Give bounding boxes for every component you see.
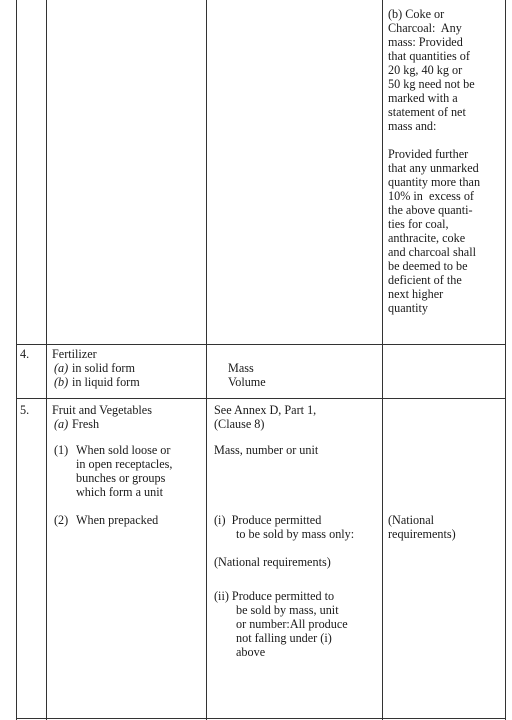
- coke-line-5: 20 kg, 40 kg or: [388, 63, 463, 77]
- sub-item-2-text: When prepacked: [76, 513, 159, 527]
- annex-reference-1: See Annex D, Part 1,: [214, 403, 317, 417]
- produce-i-line-2: to be sold by mass only:: [236, 527, 355, 541]
- annex-reference-2: (Clause 8): [214, 417, 265, 431]
- produce-ii-line-2: be sold by mass, unit: [236, 603, 339, 617]
- proviso-line-8: and charcoal shall: [388, 245, 476, 259]
- table-divider-1: [46, 0, 47, 720]
- coke-line-6: 50 kg need not be: [388, 77, 475, 91]
- coke-line-4: that quantities of: [388, 49, 470, 63]
- table-border-right: [505, 0, 506, 720]
- item-b-label: (b): [54, 375, 69, 389]
- table-border-bottom: [16, 718, 506, 719]
- item-a-label: (a): [54, 417, 69, 431]
- coke-line-1: (b) Coke or: [388, 7, 445, 21]
- proviso-line-9: be deemed to be: [388, 259, 468, 273]
- proviso-line-5: the above quanti-: [388, 203, 473, 217]
- national-requirements-col4-2: requirements): [388, 527, 456, 541]
- table-divider-3: [382, 0, 383, 720]
- item-a-text: Fresh: [72, 417, 100, 431]
- table-border-left: [16, 0, 17, 720]
- proviso-line-1: Provided further: [388, 147, 469, 161]
- row-separator-4-5: [16, 398, 506, 399]
- item-a-label: (a): [54, 361, 69, 375]
- sub-item-1-line-3: bunches or groups: [76, 471, 166, 485]
- proviso-line-7: anthracite, coke: [388, 231, 466, 245]
- proviso-line-10: deficient of the: [388, 273, 462, 287]
- sub-item-1-line-2: in open receptacles,: [76, 457, 173, 471]
- proviso-line-11: next higher: [388, 287, 444, 301]
- table-divider-2: [206, 0, 207, 720]
- national-requirements-col3: (National requirements): [214, 555, 331, 569]
- sub-item-1-line-1: When sold loose or: [76, 443, 171, 457]
- proviso-line-12: quantity: [388, 301, 428, 315]
- item-a-text: in solid form: [72, 361, 135, 375]
- coke-line-8: statement of net: [388, 105, 466, 119]
- row-number: 5.: [20, 403, 30, 417]
- commodity-title: Fruit and Vegetables: [52, 403, 152, 417]
- proviso-line-6: ties for coal,: [388, 217, 449, 231]
- unit-mass: Mass: [228, 361, 254, 375]
- sub-item-1-number: (1): [54, 443, 69, 457]
- produce-ii-line-5: above: [236, 645, 266, 659]
- commodity-title: Fertilizer: [52, 347, 97, 361]
- row-separator-3-4: [16, 344, 506, 345]
- proviso-line-3: quantity more than: [388, 175, 481, 189]
- unit-volume: Volume: [228, 375, 266, 389]
- produce-ii-line-4: not falling under (i): [236, 631, 332, 645]
- sub-item-2-number: (2): [54, 513, 69, 527]
- produce-ii-line-1: (ii) Produce permitted to: [214, 589, 335, 603]
- sub-item-1-line-4: which form a unit: [76, 485, 163, 499]
- coke-line-7: marked with a: [388, 91, 458, 105]
- coke-line-3: mass: Provided: [388, 35, 463, 49]
- proviso-line-4: 10% in excess of: [388, 189, 474, 203]
- sub-item-1-unit: Mass, number or unit: [214, 443, 319, 457]
- item-b-text: in liquid form: [72, 375, 140, 389]
- row-number: 4.: [20, 347, 30, 361]
- national-requirements-col4-1: (National: [388, 513, 435, 527]
- coke-line-2: Charcoal: Any: [388, 21, 462, 35]
- produce-i-line-1: (i) Produce permitted: [214, 513, 322, 527]
- proviso-line-2: that any unmarked: [388, 161, 479, 175]
- produce-ii-line-3: or number:All produce: [236, 617, 348, 631]
- coke-line-9: mass and:: [388, 119, 437, 133]
